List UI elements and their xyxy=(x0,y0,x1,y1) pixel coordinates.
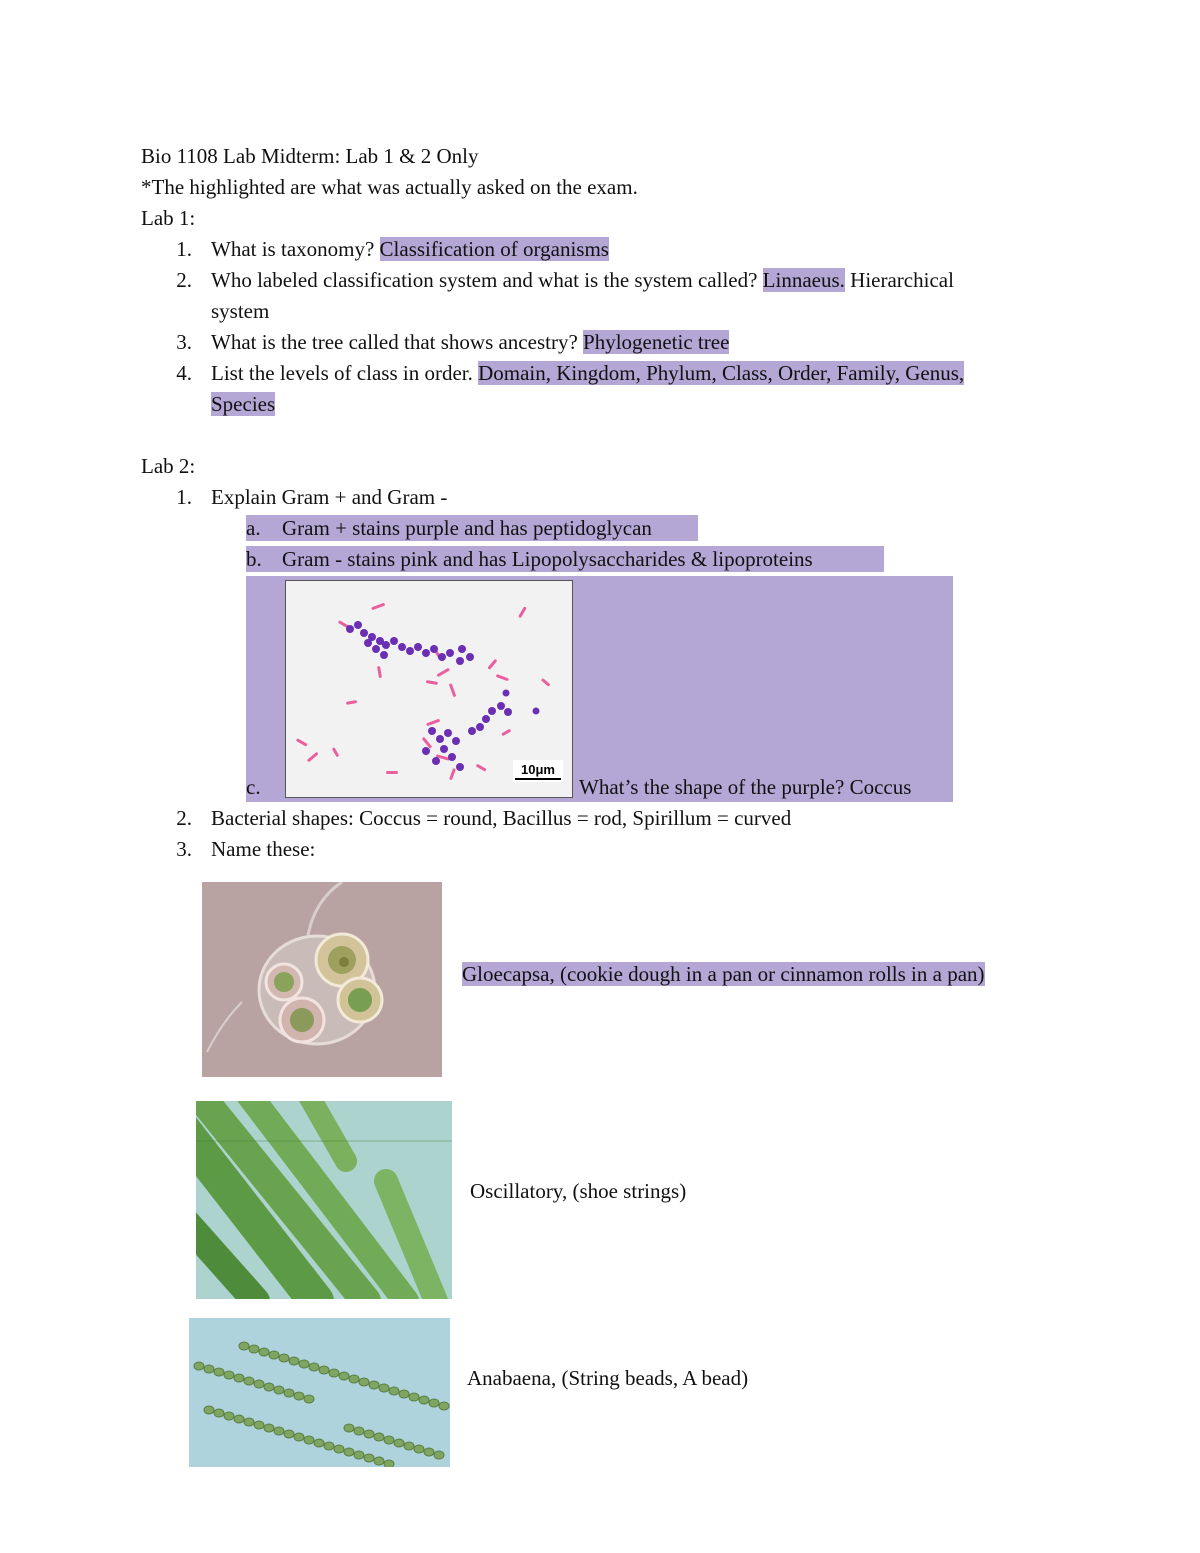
list-number: 3. xyxy=(176,330,192,354)
question-text: Who labeled classification system and what is the system called? xyxy=(211,268,763,292)
question-text: What is taxonomy? xyxy=(211,237,380,261)
list-item: Explain Gram + and Gram - xyxy=(211,485,448,509)
organism-label xyxy=(462,961,985,987)
highlighted-answer: Species xyxy=(211,392,276,416)
sub-text: Gram - stains pink and has Lipopolysaccharides & lipoproteins xyxy=(282,547,813,571)
highlighted-answer: Domain, Kingdom, Phylum, Class, Order, Family, Genus, xyxy=(478,361,965,385)
exam-note: *The highlighted are what was actually asked on the exam. xyxy=(141,175,638,199)
question-text: List the levels of class in order. xyxy=(211,361,479,385)
list-number: 3. xyxy=(176,837,192,861)
list-item xyxy=(211,360,964,386)
sub-item xyxy=(246,546,884,572)
highlighted-answer xyxy=(246,546,884,572)
question-text: What is the tree called that shows ancestry? xyxy=(211,330,584,354)
list-item: Name these: xyxy=(211,837,316,861)
oscillatoria-micrograph xyxy=(196,1101,452,1299)
highlighted-answer: Phylogenetic tree xyxy=(583,330,730,354)
answer-rest: Hierarchical xyxy=(844,268,954,292)
sub-letter: b. xyxy=(246,547,262,571)
sub-letter: a. xyxy=(246,516,261,540)
list-item xyxy=(211,267,954,293)
list-item xyxy=(211,329,729,355)
sub-text: What’s the shape of the purple? Coccus xyxy=(579,775,912,799)
list-number: 4. xyxy=(176,361,192,385)
sub-text: Gram + stains purple and has peptidoglycan xyxy=(282,516,652,540)
sub-letter: c. xyxy=(246,775,261,799)
lab2-heading: Lab 2: xyxy=(141,454,196,478)
list-number: 2. xyxy=(176,806,192,830)
highlighted-answer xyxy=(246,515,698,541)
list-item-continuation xyxy=(211,391,275,417)
scale-bar-label: 10μm xyxy=(521,762,555,777)
list-item-continuation: system xyxy=(211,299,270,323)
page-title: Bio 1108 Lab Midterm: Lab 1 & 2 Only xyxy=(141,144,479,168)
anabaena-micrograph xyxy=(189,1318,450,1467)
gloecapsa-micrograph xyxy=(202,882,442,1077)
list-number: 1. xyxy=(176,237,192,261)
organism-label: Anabaena, (String beads, A bead) xyxy=(467,1366,749,1390)
highlighted-answer: Gloecapsa, (cookie dough in a pan or cinnamon rolls in a pan) xyxy=(462,962,985,986)
highlighted-answer: Classification of organisms xyxy=(379,237,609,261)
gram-stain-micrograph xyxy=(285,580,573,798)
organism-label: Oscillatory, (shoe strings) xyxy=(470,1179,687,1203)
lab1-heading: Lab 1: xyxy=(141,206,196,230)
list-number: 2. xyxy=(176,268,192,292)
highlighted-answer: Linnaeus. xyxy=(762,268,845,292)
list-item xyxy=(211,236,609,262)
sub-item xyxy=(246,515,698,541)
list-number: 1. xyxy=(176,485,192,509)
list-item: Bacterial shapes: Coccus = round, Bacillus = rod, Spirillum = curved xyxy=(211,806,792,830)
